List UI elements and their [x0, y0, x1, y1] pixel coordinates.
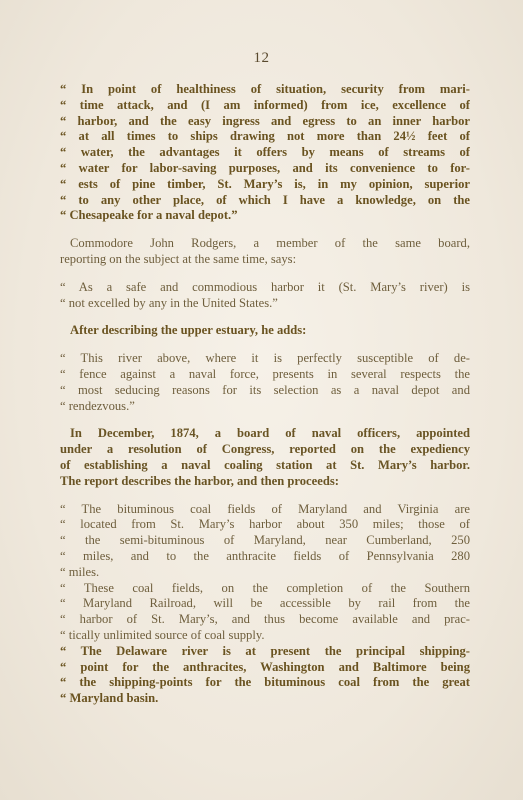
- text-line: under a resolution of Congress, reported on the expediency: [60, 442, 470, 457]
- text-line: “ time attack, and (I am informed) from ice, excellence of: [60, 97, 470, 112]
- text-line: “ fence against a naval force, presents in several respects the: [60, 366, 470, 381]
- text-line: “ The Delaware river is at present the principal shipping-: [60, 643, 470, 658]
- page-body: [60, 82, 470, 707]
- text-line: “ the semi-bituminous of Maryland, near Cumberland, 250: [60, 533, 470, 548]
- quote-coal-fields: [60, 502, 470, 581]
- quote-safe-harbor: [60, 280, 470, 312]
- text-line: “ ests of pine timber, St. Mary’s is, in my opinion, superior: [60, 176, 470, 191]
- quote-delaware: [60, 644, 470, 707]
- quote-railroad: [60, 581, 470, 644]
- text-line: “ Chesapeake for a naval depot.”: [60, 208, 238, 223]
- text-line: “ rendezvous.”: [60, 398, 135, 413]
- text-line: “ point for the anthracites, Washington and Baltimore being: [60, 659, 470, 674]
- quote-healthiness: [60, 82, 470, 224]
- text-line: In December, 1874, a board of naval officers, appointed: [70, 426, 470, 441]
- text-line: “ not excelled by any in the United States.”: [60, 295, 278, 310]
- text-line: “ In point of healthiness of situation, security from mari-: [60, 82, 470, 96]
- text-line: “ water for labor-saving purposes, and its convenience to for-: [60, 160, 470, 175]
- text-line: “ water, the advantages it offers by means of streams of: [60, 145, 470, 160]
- text-line: “ at all times to ships drawing not more than 24½ feet of: [60, 129, 470, 144]
- text-line: “ tically unlimited source of coal supply.: [60, 627, 265, 642]
- text-line: “ to any other place, of which I have a knowledge, on the: [60, 192, 470, 207]
- text-line: “ miles.: [60, 564, 100, 579]
- text-line: “ most seducing reasons for its selection as a naval depot and: [60, 382, 470, 397]
- text-line: “ As a safe and commodious harbor it (St. Mary’s river) is: [60, 279, 470, 294]
- text-line: “ Maryland basin.: [60, 691, 159, 706]
- text-line: “ Maryland Railroad, will be accessible by rail from the: [60, 596, 470, 611]
- text-line: “ These coal fields, on the completion of the Southern: [60, 580, 470, 595]
- text-line: “ harbor, and the easy ingress and egress to an inner harbor: [60, 113, 470, 128]
- text-line: Commodore John Rodgers, a member of the same board,: [70, 236, 470, 251]
- quote-river-above: [60, 351, 470, 414]
- text-line: After describing the upper estuary, he adds:: [70, 323, 307, 338]
- text-line: The report describes the harbor, and then proceeds:: [60, 473, 339, 488]
- text-line: reporting on the subject at the same time, says:: [60, 251, 297, 266]
- text-line: “ harbor of St. Mary’s, and thus become available and prac-: [60, 612, 470, 627]
- paragraph-rodgers: [60, 236, 470, 268]
- text-line: “ the shipping-points for the bituminous coal from the great: [60, 675, 470, 690]
- paragraph-1874-board: [60, 426, 470, 489]
- text-line: “ miles, and to the anthracite fields of Pennsylvania 280: [60, 548, 470, 563]
- text-line: “ This river above, where it is perfectly susceptible of de-: [60, 351, 470, 366]
- page-number: 12: [253, 50, 270, 66]
- text-line: of establishing a naval coaling station at St. Mary’s harbor.: [60, 457, 470, 472]
- text-line: “ located from St. Mary’s harbor about 350 miles; those of: [60, 517, 470, 532]
- text-line: “ The bituminous coal fields of Maryland and Virginia are: [60, 501, 470, 516]
- paragraph-estuary: [60, 323, 470, 339]
